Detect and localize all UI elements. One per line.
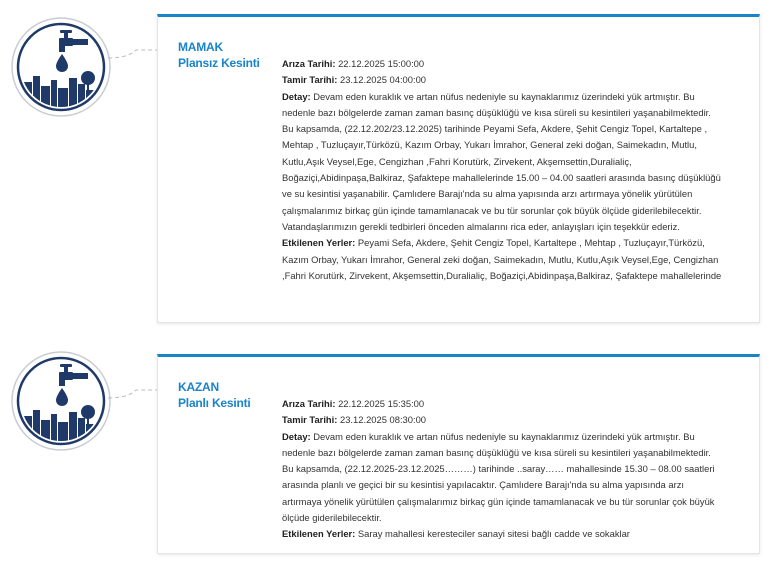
connector-line	[108, 340, 160, 400]
district-name: KAZAN	[178, 380, 219, 394]
detail-text: Devam eden kuraklık ve artan nüfus nedeniyle su kaynaklarımız üzerindeki yük artmıştır. Bu nedenle bazı bölgelerde zaman zaman basınç düşüklüğü ve kısa süreli su kesintileri yaşanabilmektedir. Bu kapsamda, (22.12.2025-23.12.2025………) tarihinde ..saray…… mahallesinde 15.30 – 08.00 saatleri arasında planlı ve geçici bir su kesintisi yapılacaktır. Çamlıdere Barajı'nda su alma yapısında arzı artırmaya yönelik yürütülen çalışmalarımız birkaç gün içinde tamamlanacak ve bu tür sorunlar çok büyük ölçüde giderilebilecektir.	[282, 430, 715, 524]
start-date-value: 22.12.2025 15:35:00	[338, 398, 425, 409]
end-date-value: 23.12.2025 08:30:00	[340, 414, 427, 426]
affected-text: Peyami Sefa, Akdere, Şehit Cengiz Topel, Kartaltepe , Mehtap , Tuzluçayır,Türközü, Kazım Orbay, Yukarı İmrahor, General zeki doğan, Saimekadın, Mutlu, Kutlu,Aşık Veysel,Ege, Cengizhan ,Fahri Korutürk, Zirvekent, Akşemsettin,Duralialiç, Boğaziçi,Abidinpaşa,Balkiraz, Şafaktepe mahallelerinde	[282, 237, 722, 281]
start-date-label: Arıza Tarihi:	[282, 398, 336, 409]
outage-card	[157, 354, 760, 554]
start-date-label: Arıza Tarihi:	[282, 58, 336, 69]
detail-label: Detay:	[282, 430, 311, 442]
water-tap-city-icon	[10, 16, 112, 118]
end-date-row	[282, 72, 722, 88]
detail-row	[282, 89, 722, 236]
start-date-row	[282, 396, 722, 412]
outage-area	[178, 39, 278, 71]
outage-card	[157, 14, 760, 323]
end-date-label: Tamir Tarihi:	[282, 414, 338, 426]
affected-label: Etkilenen Yerler:	[282, 528, 356, 540]
district-name: MAMAK	[178, 40, 223, 54]
detail-text: Devam eden kuraklık ve artan nüfus nedeniyle su kaynaklarımız üzerindeki yük artmıştır. Bu nedenle bazı bölgelerde zaman zaman basınç düşüklüğü ve kısa süreli su kesintileri yaşanabilmektedir. Bu kapsamda, (22.12.202/23.12.2025) tarihinde Peyami Sefa, Akdere, Şehit Cengiz Topel, Kartaltepe , Mehtap , Tuzluçayır,Türközü, Kazım Orbay, Yukarı İmrahor, General zeki doğan, Saimekadın, Mutlu, Kutlu,Aşık Veysel,Ege, Cengizhan ,Fahri Korutürk, Zirvekent, Akşemsettin,Duralialiç, Boğaziçi,Abidinpaşa,Balkiraz, Şafaktepe mahallelerinde 15.00 – 04.00 saatleri arasında basınç düşüklüğü ve su kesintisi yaşanabilir. Çamlıdere Barajı'nda su alma yapısında arzı artırmaya yönelik yürütülen çalışmalarımız birkaç gün içinde tamamlanacak ve bu tür sorunlar çok büyük ölçüde giderilebilecektir. Vatandaşlarımızın gerekli tedbirleri önceden almalarını rica eder, anlayışları için teşekkür ederiz.	[282, 90, 721, 232]
outage-details	[282, 56, 722, 284]
connector-line	[108, 0, 160, 60]
affected-text: Saray mahallesi keresteciler sanayi sitesi bağlı cadde ve sokaklar	[357, 528, 630, 540]
end-date-label: Tamir Tarihi:	[282, 74, 338, 86]
detail-label: Detay:	[282, 90, 311, 102]
outage-type: Plansız Kesinti	[178, 56, 260, 70]
end-date-value: 23.12.2025 04:00:00	[340, 74, 427, 86]
outage-area	[178, 379, 278, 411]
outage-type: Planlı Kesinti	[178, 396, 251, 410]
start-date-value: 22.12.2025 15:00:00	[338, 58, 425, 69]
end-date-row	[282, 412, 722, 428]
affected-label: Etkilenen Yerler:	[282, 237, 356, 249]
start-date-row	[282, 56, 722, 72]
detail-row	[282, 429, 722, 527]
affected-row	[282, 526, 722, 542]
water-tap-city-icon	[10, 350, 112, 452]
outage-details	[282, 396, 722, 543]
affected-row	[282, 235, 722, 284]
